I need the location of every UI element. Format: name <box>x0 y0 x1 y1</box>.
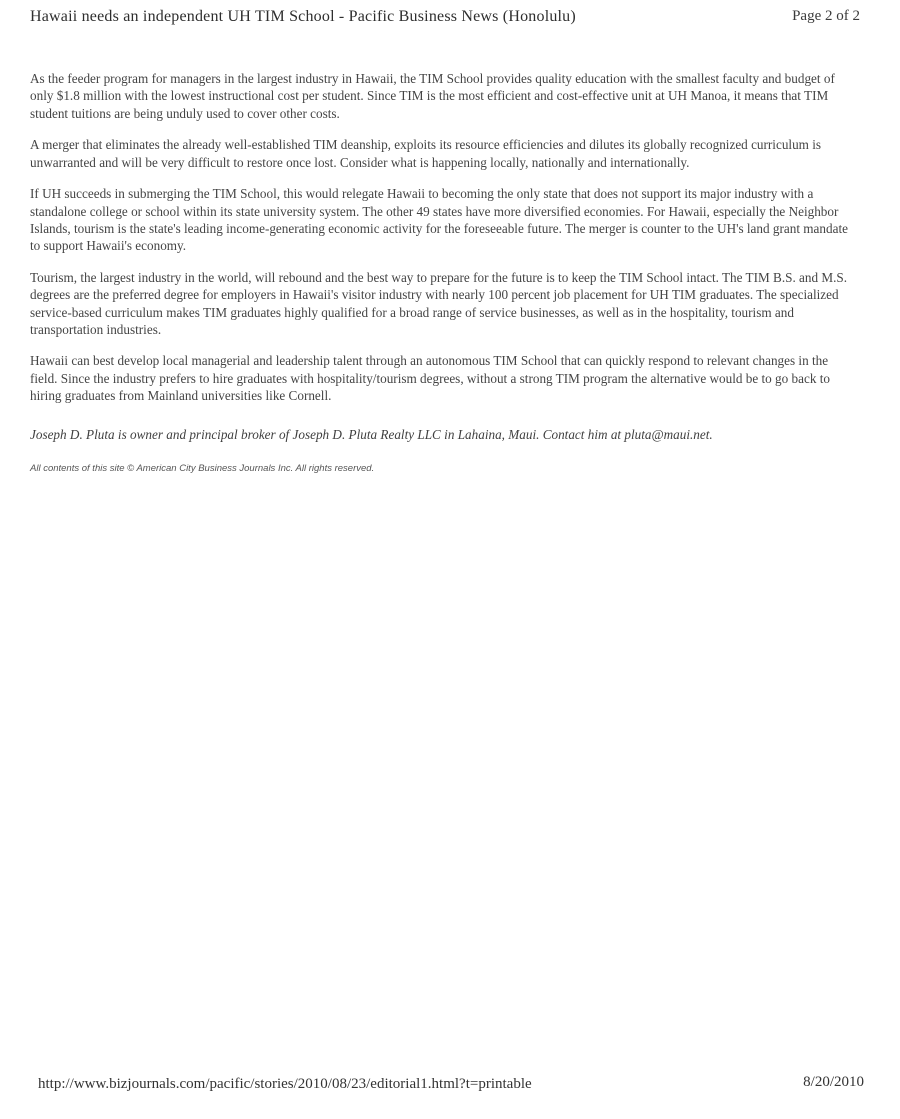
paragraph-4: Tourism, the largest industry in the world, will rebound and the best way to prepare for the future is to keep the TIM School intact. The TIM B.S. and M.S. degrees are the preferred degree for employers in Hawaii's visitor industry with nearly 100 percent job placement for UH TIM graduates. The specialized service-based curriculum makes TIM graduates highly qualified for a broad range of service businesses, as well as in the hospitality, tourism and transportation industries. <box>30 269 848 338</box>
paragraph-1: As the feeder program for managers in the largest industry in Hawaii, the TIM School provides quality education with the smallest faculty and budget of only $1.8 million with the lowest instructional cost per student. Since TIM is the most efficient and cost-effective unit at UH Manoa, it means that TIM student tuitions are being unduly used to cover other costs. <box>30 71 835 121</box>
copyright-notice: All contents of this site © American City Business Journals Inc. All rights reserved. <box>30 462 375 474</box>
footer-date: 8/20/2010 <box>803 1074 864 1090</box>
footer-url: http://www.bizjournals.com/pacific/stories/2010/08/23/editorial1.html?t=printable <box>38 1076 532 1092</box>
article-body <box>30 70 855 474</box>
author-byline: Joseph D. Pluta is owner and principal broker of Joseph D. Pluta Realty LLC in Lahaina, Maui. Contact him at pluta@maui.net. <box>30 426 713 442</box>
paragraph-2: A merger that eliminates the already well-established TIM deanship, exploits its resource efficiencies and dilutes its globally recognized curriculum is unwarranted and will be very difficult to restore once lost. Consider what is happening locally, nationally and internationally. <box>30 137 822 170</box>
paragraph-3: If UH succeeds in submerging the TIM School, this would relegate Hawaii to becoming the only state that does not support its major industry with a standalone college or school within its state university system. The other 49 states have more diversified economies. For Hawaii, especially the Neighbor Islands, tourism is the state's leading income-generating economic activity for the foreseeable future. The merger is counter to the UH's land grant mandate to support Hawaii's economy. <box>30 186 848 254</box>
page-number: Page 2 of 2 <box>792 8 860 24</box>
paragraph-5: Hawaii can best develop local managerial and leadership talent through an autonomous TIM School that can quickly respond to relevant changes in the field. Since the industry prefers to hire graduates with hospitality/tourism degrees, without a strong TIM program the alternative would be to go back to hiring graduates from Mainland universities like Cornell. <box>30 353 830 404</box>
page-title: Hawaii needs an independent UH TIM School - Pacific Business News (Honolulu) <box>30 8 576 25</box>
